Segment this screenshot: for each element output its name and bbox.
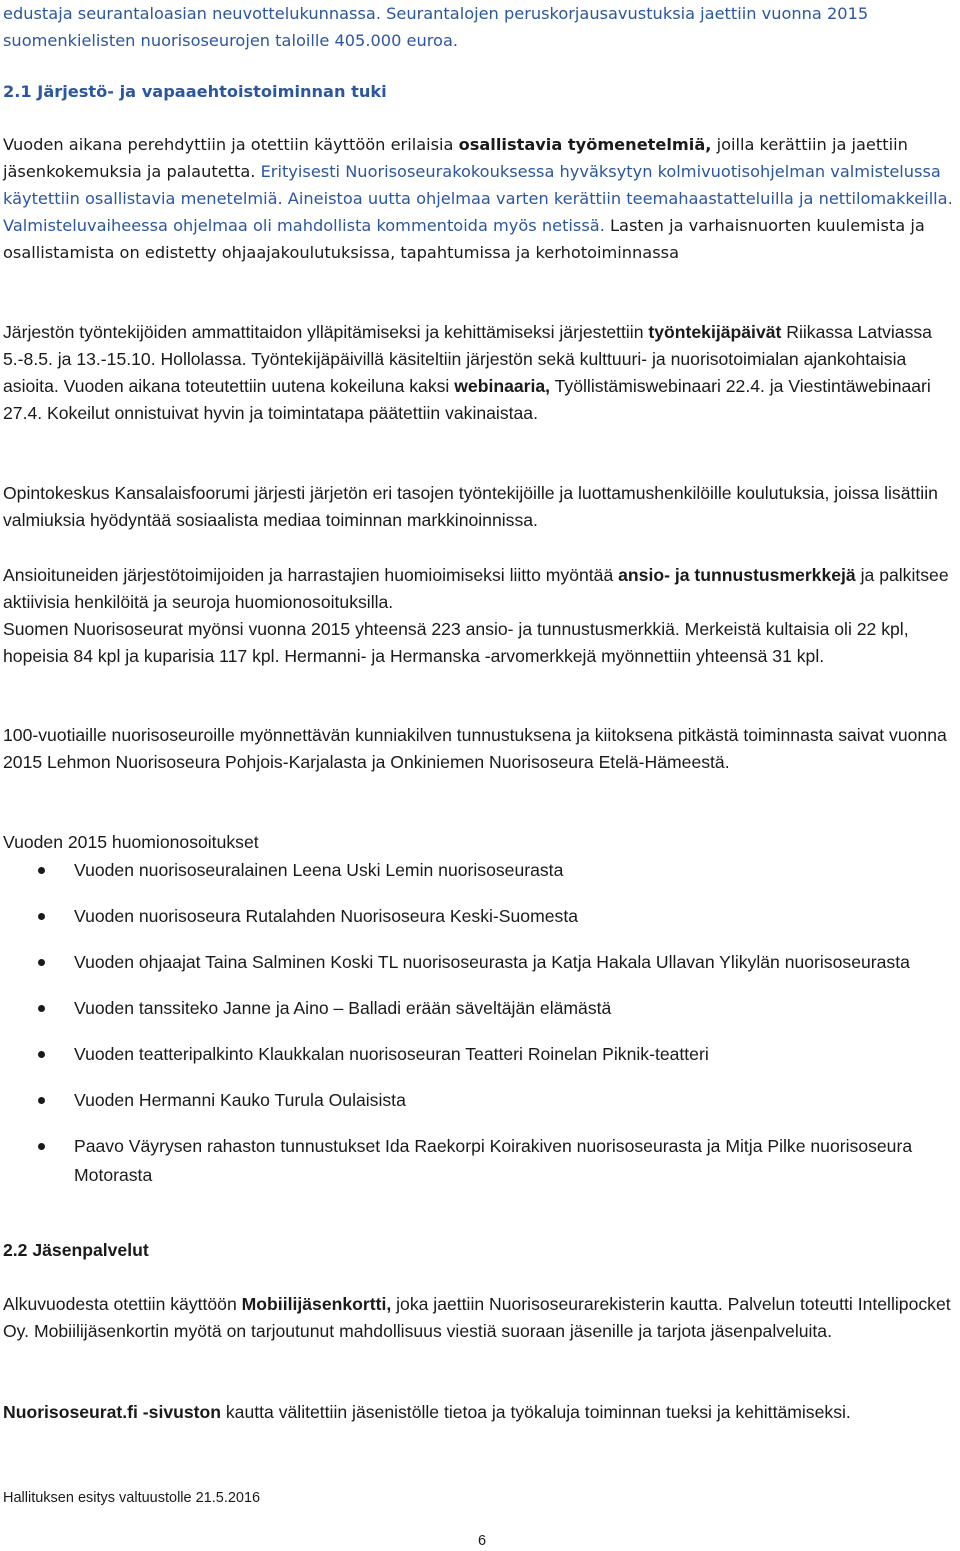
section-2-1-paragraph-3: Opintokeskus Kansalaisfoorumi järjesti järjetön eri tasojen työntekijöille ja luottamushenkilöille koulutuksia, joissa lisättiin valmiuksia hyödyntää sosiaalista mediaa toiminnan markkinoinnissa. [3,483,938,530]
section-2-1-paragraph-4: Ansioituneiden järjestötoimijoiden ja harrastajien huomioimiseksi liitto myöntää ansio- ja tunnustusmerkkejä ja palkitsee aktiivisia henkilöitä ja seuroja huomionosoituksilla. Suomen Nuorisoseurat myönsi vuonna 2015 yhteensä 223 ansio- ja tunnustusmerkkiä. Merkeistä kultaisia oli 22 kpl, hopeisia 84 kpl ja kuparisia 117 kpl. Hermanni- ja Hermanska -arvomerkkejä myönnettiin yhteensä 31 kpl. [3,565,949,666]
bold-mobiilijasenkortti: Mobiilijäsenkortti, [241,1294,392,1314]
section-2-2-paragraph-2: Nuorisoseurat.fi -sivuston kautta välitettiin jäsenistölle tietoa ja työkaluja toiminnan tueksi ja kehittämiseksi. [3,1402,851,1422]
bullet-icon [38,1143,45,1150]
section-2-1-paragraph-2: Järjestön työntekijöiden ammattitaidon ylläpitämiseksi ja kehittämiseksi järjestettiin työntekijäpäivät Riikassa Latviassa 5.-8.5. ja 13.-15.10. Hollolassa. Työntekijäpäivillä käsiteltiin järjestön sekä kulttuuri- ja nuorisotoimialan ajankohtaisia asioita. Vuoden aikana toteutettiin uutena kokeiluna kaksi webinaaria, Työllistämiswebinaari 22.4. ja Viestintäwebinaari 27.4. Kokeilut onnistuivat hyvin ja toimintatapa päätettiin vakinaistaa. [3,322,932,423]
bold-tyontekijapaivat: työntekijäpäivät [648,322,782,342]
list-item: Vuoden tanssiteko Janne ja Aino – Balladi erään säveltäjän elämästä [3,994,953,1023]
page-footer: Hallituksen esitys valtuustolle 21.5.2016 [3,1490,261,1506]
page-number: 6 [478,1533,487,1549]
section-2-2-paragraph-1: Alkuvuodesta otettiin käyttöön Mobiilijäsenkortti, joka jaettiin Nuorisoseurarekisterin kautta. Palvelun toteutti Intellipocket Oy. Mobiilijäsenkortin myötä on tarjoutunut mahdollisuus viestiä suoraan jäsenille ja tarjota jäsenpalveluita. [3,1294,951,1341]
bullet-icon [38,959,45,966]
bold-ansio-merkit: ansio- ja tunnustusmerkkejä [618,565,856,585]
section-2-1-heading: 2.1 Järjestö- ja vapaaehtoistoiminnan tuki [3,82,387,101]
awards-list [3,856,953,1207]
awards-heading: Vuoden 2015 huomionosoitukset [3,832,259,852]
bold-nuorisoseurat-fi: Nuorisoseurat.fi -sivuston [3,1402,221,1422]
bullet-icon [38,1097,45,1104]
intro-line-2: suomenkielisten nuorisoseurojen taloille 405.000 euroa. [3,31,459,50]
intro-paragraph [3,0,953,54]
list-item: Vuoden teatteripalkinto Klaukkalan nuorisoseuran Teatteri Roinelan Piknik-teatteri [3,1040,953,1069]
bold-osallistavia: osallistavia työmenetelmiä, [458,135,712,154]
list-item: Vuoden ohjaajat Taina Salminen Koski TL nuorisoseurasta ja Katja Hakala Ullavan Ylikylän nuorisoseurasta [3,948,953,977]
section-2-2-heading: 2.2 Jäsenpalvelut [3,1240,149,1260]
section-2-1-paragraph-1: Vuoden aikana perehdyttiin ja otettiin käyttöön erilaisia osallistavia työmenetelmiä, joilla kerättiin ja jaettiin jäsenkokemuksia ja palautetta. Erityisesti Nuorisoseurakokouksessa hyväksytyn kolmivuotisohjelman valmistelussa käytettiin osallistavia menetelmiä. Aineistoa uutta ohjelmaa varten kerättiin teemahaastatteluilla ja nettilomakkeilla. Valmisteluvaiheessa ohjelmaa oli mahdollista kommentoida myös netissä. Lasten ja varhaisnuorten kuulemista ja osallistamista on edistetty ohjaajakoulutuksissa, tapahtumissa ja kerhotoiminnassa [3,135,953,262]
list-item: Vuoden nuorisoseura Rutalahden Nuorisoseura Keski-Suomesta [3,902,953,931]
list-item: Vuoden Hermanni Kauko Turula Oulaisista [3,1086,953,1115]
bullet-icon [38,1005,45,1012]
bullet-icon [38,913,45,920]
bullet-icon [38,1051,45,1058]
bold-webinaaria: webinaaria, [454,376,551,396]
bullet-icon [38,867,45,874]
list-item: Paavo Väyrysen rahaston tunnustukset Ida Raekorpi Koirakiven nuorisoseurasta ja Mitja Pilke nuorisoseura Motorasta [3,1132,953,1190]
intro-line-1: edustaja seurantaloasian neuvottelukunnassa. Seurantalojen peruskorjausavustuksia jaettiin vuonna 2015 [3,4,869,23]
section-2-1-paragraph-5: 100-vuotiaille nuorisoseuroille myönnettävän kunniakilven tunnustuksena ja kiitoksena pitkästä toiminnasta saivat vuonna 2015 Lehmon Nuorisoseura Pohjois-Karjalasta ja Onkiniemen Nuorisoseura Etelä-Hämeestä. [3,725,947,772]
list-item: Vuoden nuorisoseuralainen Leena Uski Lemin nuorisoseurasta [3,856,953,885]
